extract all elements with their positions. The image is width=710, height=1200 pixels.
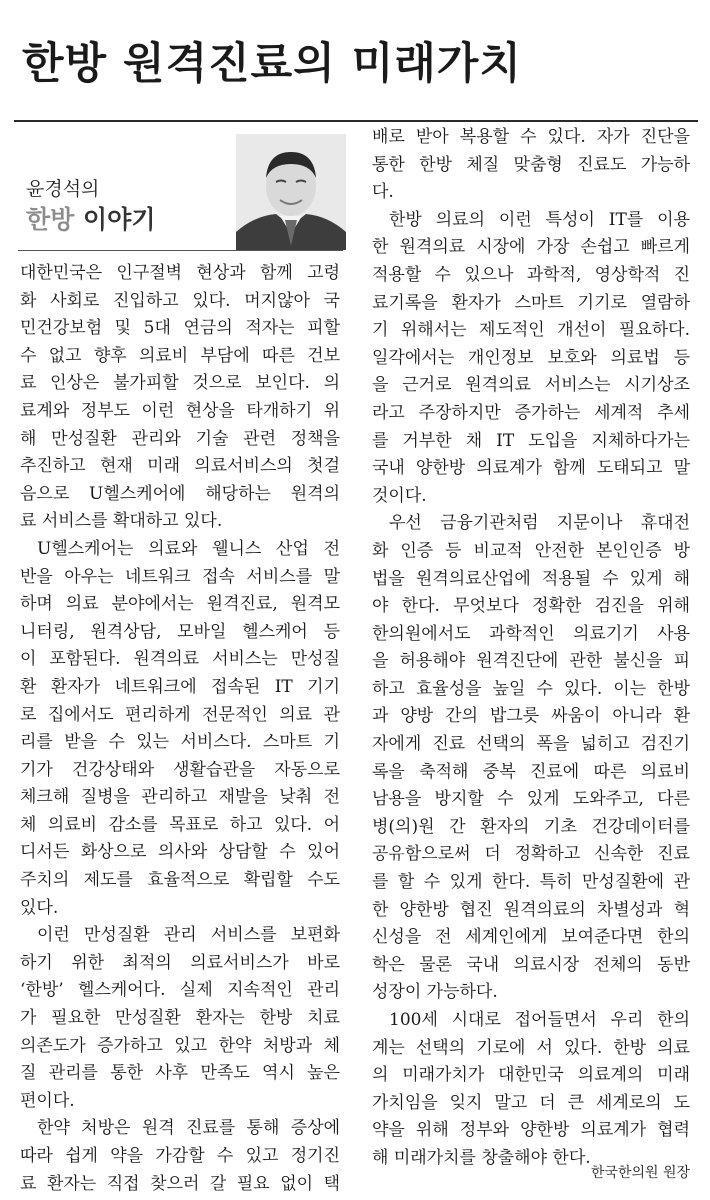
text-line: 민건강보험 및 5대 연금의 적자는 피할 bbox=[20, 318, 340, 339]
text-line: U헬스케어는 의료와 웰니스 산업 전 bbox=[37, 538, 340, 559]
text-line: 약을 위해 정부와 양한방 의료계가 협력 bbox=[372, 1120, 690, 1141]
text-line: 의 미래가치가 대한민국 의료계의 미래 bbox=[372, 1065, 690, 1086]
text-line: 남용을 방지할 수 있게 도와주고, 다른 bbox=[372, 789, 690, 810]
text-line: 음으로 U헬스케어에 해당하는 원격의 bbox=[20, 483, 340, 504]
text-line: 한의원에서도 과학적인 의료기기 사용 bbox=[372, 623, 690, 644]
text-line: 이 포함된다. 원격의료 서비스는 만성질 bbox=[20, 649, 340, 670]
text-line: 자에게 진료 선택의 폭을 넓히고 검진기 bbox=[372, 734, 690, 755]
text-line: 공유함으로써 더 정확하고 신속한 진료 bbox=[372, 844, 690, 865]
text-line: 배로 받아 복용할 수 있다. 자가 진단을 bbox=[372, 127, 690, 147]
author-portrait-icon bbox=[236, 134, 346, 250]
text-line: 체크해 질병을 관리하고 재발을 낮춰 전 bbox=[20, 787, 340, 808]
text-line: 반을 아우는 네트워크 접속 서비스를 말 bbox=[20, 566, 340, 587]
text-line: 추진하고 현재 미래 의료서비스의 첫걸 bbox=[20, 456, 340, 477]
text-line: 따라 쉽게 약을 가감할 수 있고 정기진 bbox=[20, 1146, 340, 1166]
text-line: 학은 물론 국내 의료시장 전체의 동반 bbox=[372, 954, 690, 975]
text-line: 계는 선택의 기로에 서 있다. 한방 의료 bbox=[372, 1037, 690, 1058]
text-line: 수 없고 향후 의료비 부담에 따른 건보 bbox=[20, 345, 340, 366]
text-line: 이런 만성질환 관리 서비스를 보편화 bbox=[37, 925, 340, 946]
text-line: 을 허용해야 원격진단에 관한 불신을 피 bbox=[372, 651, 690, 672]
text-line: 100세 시대로 접어들면서 우리 한의 bbox=[389, 1010, 690, 1030]
text-line: 일각에서는 개인정보 보호와 의료법 등 bbox=[372, 347, 690, 368]
text-line: 주치의 제도를 효율적으로 확립할 수도 bbox=[20, 870, 340, 891]
body-column-left bbox=[20, 260, 340, 1198]
headline-rule bbox=[14, 120, 698, 122]
text-line: 편이다. bbox=[20, 1090, 75, 1111]
text-line: 야 한다. 무엇보다 정확한 검진을 위해 bbox=[372, 596, 690, 617]
text-line: 하기 위한 최적의 의료서비스가 바로 bbox=[20, 952, 340, 973]
text-line: 다. bbox=[372, 182, 394, 203]
text-line: 기가 건강상태와 생활습관을 자동으로 bbox=[20, 759, 340, 780]
text-line: 화 사회로 진입하고 있다. 머지않아 국 bbox=[20, 290, 340, 311]
text-line: 료 서비스를 확대하고 있다. bbox=[20, 511, 223, 532]
text-line: 해 미래가치를 창출해야 한다. bbox=[372, 1147, 591, 1168]
text-line: 체 의료비 감소를 목표로 하고 있다. 어 bbox=[20, 814, 340, 835]
text-line: 하며 의료 분야에서는 원격진료, 원격모 bbox=[20, 594, 340, 615]
text-line: 적용할 수 있으나 과학적, 영상학적 진 bbox=[372, 264, 690, 285]
text-line: 한방 의료의 이런 특성이 IT를 이용 bbox=[389, 209, 690, 230]
text-line: 료기록을 환자가 스마트 기기로 열람하 bbox=[372, 292, 690, 313]
series-title bbox=[26, 200, 155, 236]
text-line: 병(의)원 간 환자의 기초 건강데이터를 bbox=[372, 816, 690, 837]
text-line: 로 집에서도 편리하게 전문적인 의료 관 bbox=[20, 704, 340, 725]
text-line: 료계와 정부도 이런 현상을 타개하기 위 bbox=[20, 400, 340, 421]
text-line: 한 양한방 협진 원격의료의 차별성과 혁 bbox=[372, 899, 690, 920]
text-line: 성장이 가능하다. bbox=[372, 982, 498, 1003]
text-line: 대한민국은 인구절벽 현상과 함께 고령 bbox=[20, 263, 340, 283]
column-header-rule bbox=[18, 250, 343, 251]
text-line: 해 만성질환 관리와 기술 관련 정책을 bbox=[20, 428, 340, 449]
text-line: 질 관리를 통한 사후 만족도 역시 높은 bbox=[20, 1063, 340, 1084]
text-line: 니터링, 원격상담, 모바일 헬스케어 등 bbox=[20, 621, 340, 642]
author-photo bbox=[236, 134, 346, 250]
text-line: 료 환자는 직접 찾으러 갈 필요 없이 택 bbox=[20, 1173, 340, 1194]
text-line: 라고 주장하지만 증가하는 세계적 추세 bbox=[372, 402, 690, 423]
text-line: 의존도가 증가하고 있고 한약 처방과 체 bbox=[20, 1035, 340, 1056]
text-line: 신성을 전 세계인에게 보여준다면 한의 bbox=[372, 927, 690, 948]
text-line: 가 필요한 만성질환 환자는 한방 치료 bbox=[20, 1008, 340, 1029]
text-line: 한약 처방은 원격 진료를 통해 증상에 bbox=[37, 1118, 340, 1139]
series-title-accent: 한방 bbox=[26, 205, 75, 234]
article-headline: 한방 원격진료의 미래가치 bbox=[22, 39, 522, 89]
text-line: 록을 축적해 중복 진료에 따른 의료비 bbox=[372, 761, 690, 782]
text-line: 있다. bbox=[20, 897, 59, 918]
text-line: 화 인증 등 비교적 안전한 본인인증 방 bbox=[372, 540, 690, 561]
series-name: 윤경석의 bbox=[26, 178, 100, 200]
text-line: 국내 양한방 의료계가 함께 도태되고 말 bbox=[372, 458, 690, 479]
text-line: 기 위해서는 제도적인 개선이 필요하다. bbox=[372, 320, 690, 341]
text-line: 우선 금융기관처럼 지문이나 휴대전 bbox=[389, 513, 690, 534]
text-line: 가치임을 잊지 말고 더 큰 세계로의 도 bbox=[372, 1092, 690, 1113]
text-line: 를 할 수 있게 한다. 특히 만성질환에 관 bbox=[372, 872, 690, 893]
series-title-rest: 이야기 bbox=[83, 205, 156, 234]
text-line: 통한 한방 체질 맞춤형 진료도 가능하 bbox=[372, 154, 690, 175]
text-line: 한 원격의료 시장에 가장 손쉽고 빠르게 bbox=[372, 237, 690, 258]
text-line: 하고 효율성을 높일 수 있다. 이는 한방 bbox=[372, 678, 690, 699]
text-line: 리를 받을 수 있는 서비스다. 스마트 기 bbox=[20, 732, 340, 753]
text-line: 환 환자가 네트워크에 접속된 IT 기기 bbox=[20, 676, 340, 697]
text-line: 과 양방 간의 밥그릇 싸움이 아니라 환 bbox=[372, 706, 690, 727]
text-line: 것이다. bbox=[372, 485, 427, 506]
text-line: 료 인상은 불가피할 것으로 보인다. 의 bbox=[20, 373, 340, 394]
text-line: 법을 원격의료산업에 적용될 수 있게 해 bbox=[372, 568, 690, 589]
text-line: 을 근거로 원격의료 서비스는 시기상조 bbox=[372, 375, 690, 396]
text-line: ‘한방’ 헬스케어다. 실제 지속적인 관리 bbox=[20, 980, 340, 1001]
column-header bbox=[18, 130, 343, 250]
text-line: 를 거부한 채 IT 도입을 지체하다가는 bbox=[372, 430, 690, 451]
body-column-right bbox=[372, 124, 690, 1173]
author-signature: 한국한의원 원장 bbox=[590, 1165, 690, 1181]
text-line: 디서든 화상으로 의사와 상담할 수 있어 bbox=[20, 842, 340, 863]
